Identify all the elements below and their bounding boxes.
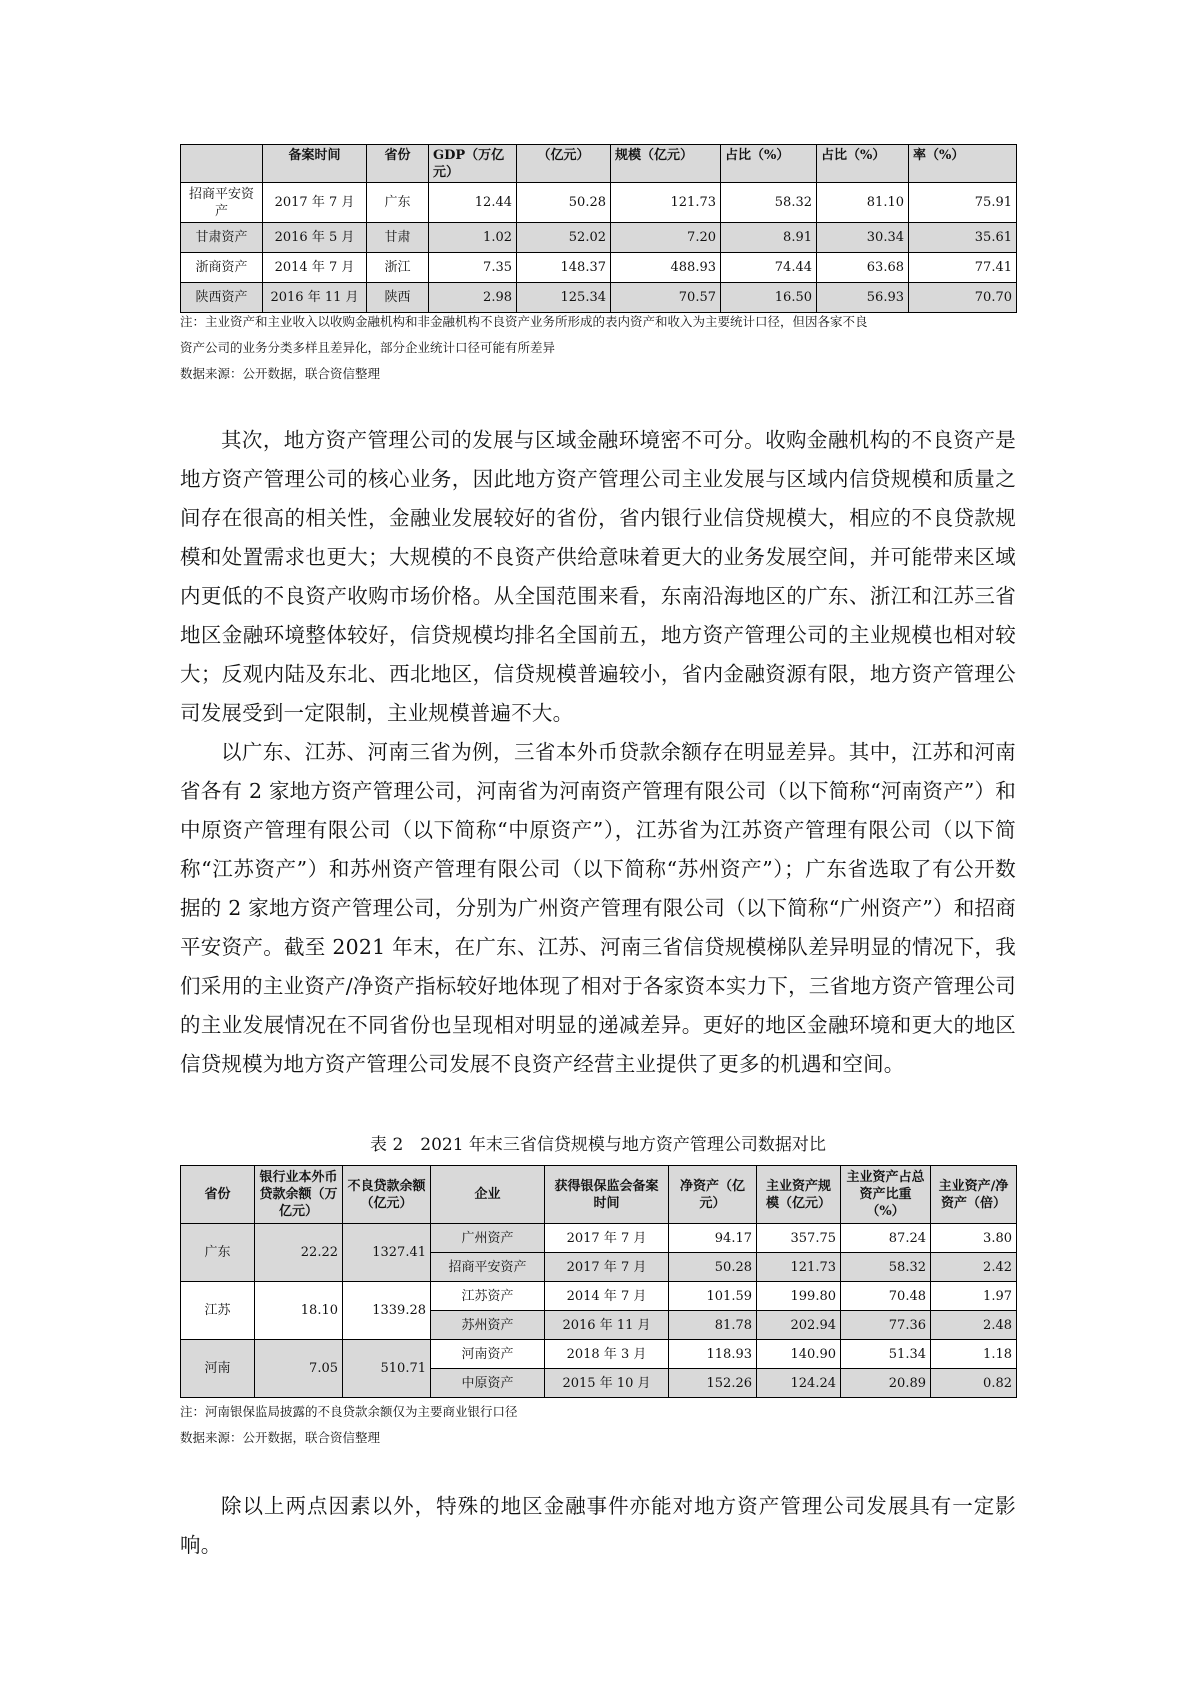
t2-cell: 2014 年 7 月 [545,1282,669,1311]
t1-cell: 30.34 [817,223,909,253]
t2-npl: 1339.28 [343,1282,431,1340]
t2-cell: 20.89 [841,1369,931,1398]
t2-header-cell: 主业资产占总资产比重（%） [841,1166,931,1224]
t1-cell: 58.32 [721,183,817,223]
t1-header-cell: 占比（%） [817,145,909,183]
t1-cell: 2017 年 7 月 [263,183,367,223]
t2-cell: 2017 年 7 月 [545,1253,669,1282]
t1-cell: 12.44 [429,183,517,223]
table-row [181,253,1017,283]
table-row [181,1282,1017,1311]
table-2-note: 注：河南银保监局披露的不良贷款余额仅为主要商业银行口径 [180,1404,518,1419]
t2-cell: 50.28 [669,1253,757,1282]
t1-header-cell: 占比（%） [721,145,817,183]
t1-cell: 陕西资产 [181,283,263,313]
t1-cell: 甘肃资产 [181,223,263,253]
t2-province: 广东 [181,1224,255,1282]
t2-header-cell: 净资产（亿元） [669,1166,757,1224]
t2-loans: 7.05 [255,1340,343,1398]
t1-header-cell: 备案时间 [263,145,367,183]
table-row [181,1340,1017,1369]
t2-header-cell: 不良贷款余额（亿元） [343,1166,431,1224]
table-row [181,1224,1017,1253]
t2-cell: 101.59 [669,1282,757,1311]
t1-cell: 81.10 [817,183,909,223]
t1-header-cell: 省份 [367,145,429,183]
t2-province: 江苏 [181,1282,255,1340]
t1-cell: 148.37 [517,253,611,283]
t1-cell: 77.41 [909,253,1017,283]
t2-header-cell: 主业资产规模（亿元） [757,1166,841,1224]
table-2 [180,1165,1017,1398]
t2-cell: 0.82 [931,1369,1017,1398]
t2-header-cell: 主业资产/净资产（倍） [931,1166,1017,1224]
t2-cell: 1.97 [931,1282,1017,1311]
t2-cell: 81.78 [669,1311,757,1340]
t2-npl: 510.71 [343,1340,431,1398]
t1-header-cell: GDP（万亿元） [429,145,517,183]
t2-loans: 22.22 [255,1224,343,1282]
t1-cell: 陕西 [367,283,429,313]
table-1 [180,144,1017,313]
t2-cell: 118.93 [669,1340,757,1369]
t1-header-cell: 规模（亿元） [611,145,721,183]
t1-header-cell: （亿元） [517,145,611,183]
t1-cell: 2016 年 5 月 [263,223,367,253]
t1-cell: 甘肃 [367,223,429,253]
t1-cell: 2.98 [429,283,517,313]
t2-province: 河南 [181,1340,255,1398]
table-2-header [181,1166,1017,1224]
t2-company: 中原资产 [431,1369,545,1398]
t1-cell: 35.61 [909,223,1017,253]
t2-cell: 2017 年 7 月 [545,1224,669,1253]
t1-cell: 488.93 [611,253,721,283]
table-row [181,223,1017,253]
t1-cell: 52.02 [517,223,611,253]
t1-cell: 75.91 [909,183,1017,223]
t2-cell: 140.90 [757,1340,841,1369]
t2-company: 广州资产 [431,1224,545,1253]
paragraph-special-events: 除以上两点因素以外，特殊的地区金融事件亦能对地方资产管理公司发展具有一定影响。 [180,1494,1016,1557]
t2-company: 苏州资产 [431,1311,545,1340]
t2-cell: 58.32 [841,1253,931,1282]
t2-cell: 1.18 [931,1340,1017,1369]
t2-header-cell: 省份 [181,1166,255,1224]
t2-cell: 51.34 [841,1340,931,1369]
t2-cell: 3.80 [931,1224,1017,1253]
t2-header-cell: 企业 [431,1166,545,1224]
t2-company: 招商平安资产 [431,1253,545,1282]
table-2-caption: 表 2 2021 年末三省信贷规模与地方资产管理公司数据对比 [370,1135,826,1155]
t1-cell: 2016 年 11 月 [263,283,367,313]
t1-cell: 广东 [367,183,429,223]
table-2-source: 数据来源：公开数据，联合资信整理 [180,1430,381,1445]
t2-cell: 2.42 [931,1253,1017,1282]
table-1-note-line-2: 资产公司的业务分类多样且差异化，部分企业统计口径可能有所差异 [180,340,556,355]
t2-npl: 1327.41 [343,1224,431,1282]
t2-cell: 357.75 [757,1224,841,1253]
t1-cell: 7.20 [611,223,721,253]
t2-cell: 2.48 [931,1311,1017,1340]
t2-cell: 152.26 [669,1369,757,1398]
t1-cell: 125.34 [517,283,611,313]
t1-cell: 7.35 [429,253,517,283]
table-1-header [181,145,1017,183]
t2-header-cell: 获得银保监会备案时间 [545,1166,669,1224]
t1-cell: 招商平安资产 [181,183,263,223]
t2-cell: 70.48 [841,1282,931,1311]
paragraph-regional-environment: 其次，地方资产管理公司的发展与区域金融环境密不可分。收购金融机构的不良资产是地方资产管理公司的核心业务，因此地方资产管理公司主业发展与区域内信贷规模和质量之间存在很高的相关性，金融业发展较好的省份，省内银行业信贷规模大，相应的不良贷款规模和处置需求也更大；大规模的不良资产供给意味着更大的业务发展空间，并可能带来区域内更低的不良资产收购市场价格。从全国范围来看，东南沿海地区的广东、浙江和江苏三省地区金融环境整体较好，信贷规模均排名全国前五，地方资产管理公司的主业规模也相对较大；反观内陆及东北、西北地区，信贷规模普遍较小，省内金融资源有限，地方资产管理公司发展受到一定限制，主业规模普遍不大。 [180,428,1016,725]
t2-loans: 18.10 [255,1282,343,1340]
t2-company: 江苏资产 [431,1282,545,1311]
t1-cell: 63.68 [817,253,909,283]
t1-cell: 16.50 [721,283,817,313]
t2-cell: 202.94 [757,1311,841,1340]
t2-cell: 199.80 [757,1282,841,1311]
t2-cell: 87.24 [841,1224,931,1253]
t1-cell: 50.28 [517,183,611,223]
t2-cell: 94.17 [669,1224,757,1253]
t2-cell: 2018 年 3 月 [545,1340,669,1369]
table-1-source: 数据来源：公开数据，联合资信整理 [180,366,381,381]
table-row [181,183,1017,223]
t2-company: 河南资产 [431,1340,545,1369]
t1-cell: 2014 年 7 月 [263,253,367,283]
t1-header-cell [181,145,263,183]
table-1-note-line-1: 注：主业资产和主业收入以收购金融机构和非金融机构不良资产业务所形成的表内资产和收入为主要统计口径，但因各家不良 [180,314,868,329]
t1-cell: 121.73 [611,183,721,223]
t1-cell: 70.70 [909,283,1017,313]
t1-cell: 8.91 [721,223,817,253]
t2-cell: 77.36 [841,1311,931,1340]
t1-cell: 1.02 [429,223,517,253]
table-row [181,283,1017,313]
paragraph-three-provinces: 以广东、江苏、河南三省为例，三省本外币贷款余额存在明显差异。其中，江苏和河南省各有 2 家地方资产管理公司，河南省为河南资产管理有限公司（以下简称“河南资产”）和中原资产管理有限公司（以下简称“中原资产”），江苏省为江苏资产管理有限公司（以下简称“江苏资产”）和苏州资产管理有限公司（以下简称“苏州资产”）；广东省选取了有公开数据的 2 家地方资产管理公司，分别为广州资产管理有限公司（以下简称“广州资产”）和招商平安资产。截至 2021 年末，在广东、江苏、河南三省信贷规模梯队差异明显的情况下，我们采用的主业资产/净资产指标较好地体现了相对于各家资本实力下，三省地方资产管理公司的主业发展情况在不同省份也呈现相对明显的递减差异。更好的地区金融环境和更大的地区信贷规模为地方资产管理公司发展不良资产经营主业提供了更多的机遇和空间。 [180,740,1016,1076]
t1-cell: 浙江 [367,253,429,283]
t2-cell: 121.73 [757,1253,841,1282]
t2-header-cell: 银行业本外币贷款余额（万亿元） [255,1166,343,1224]
t2-cell: 124.24 [757,1369,841,1398]
t1-cell: 74.44 [721,253,817,283]
t1-header-cell: 率（%） [909,145,1017,183]
t1-cell: 70.57 [611,283,721,313]
t1-cell: 56.93 [817,283,909,313]
t2-cell: 2016 年 11 月 [545,1311,669,1340]
t1-cell: 浙商资产 [181,253,263,283]
t2-cell: 2015 年 10 月 [545,1369,669,1398]
